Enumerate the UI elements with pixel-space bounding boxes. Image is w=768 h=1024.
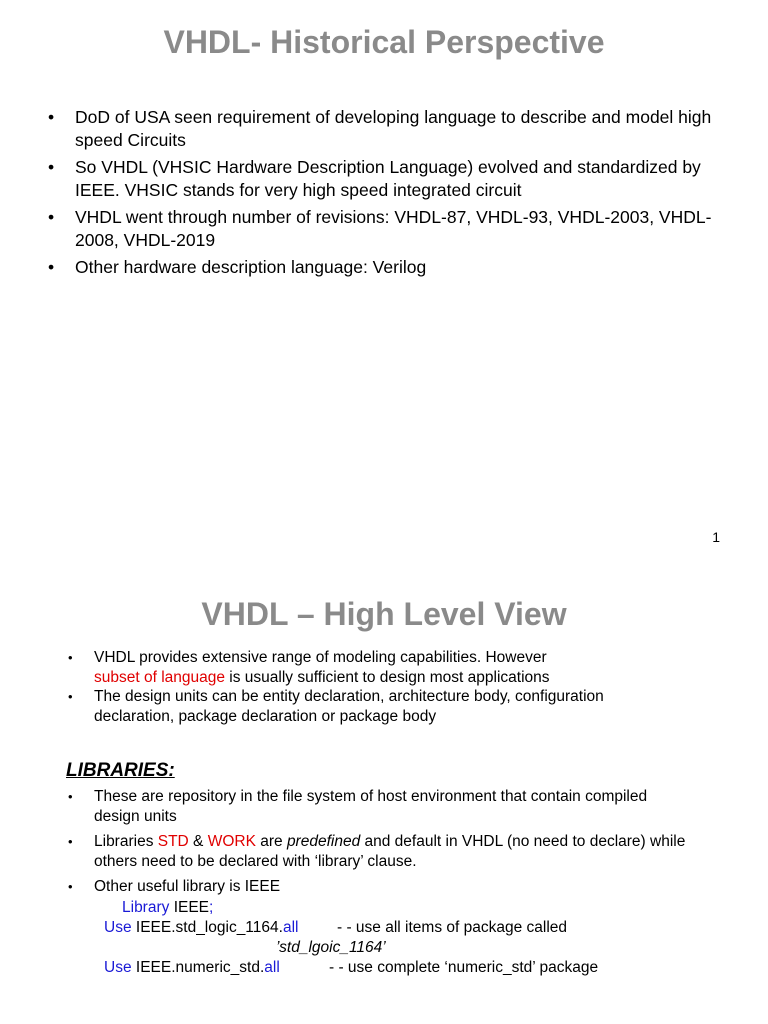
list-item: • Other useful library is IEEE: [68, 877, 688, 897]
code-keyword: Use: [104, 919, 132, 936]
code-semicolon: ;: [209, 899, 214, 916]
code-keyword-all: all: [264, 959, 280, 976]
code-keyword: Library: [122, 899, 170, 916]
libraries-heading: LIBRARIES:: [66, 760, 175, 781]
bullet-text: are: [255, 833, 287, 850]
code-comment: - - use complete ‘numeric_std’ package: [329, 959, 599, 976]
bullet-text: is usually sufficient to design most applications: [225, 668, 550, 686]
code-line-use-std-logic: [104, 918, 568, 938]
list-item: • DoD of USA seen requirement of developing language to describe and model high speed Circuits: [48, 106, 738, 152]
predefined-word: predefined: [286, 833, 361, 850]
code-text: IEEE.numeric_std.: [131, 959, 265, 976]
list-item: [68, 832, 688, 871]
bullet-text: VHDL provides extensive range of modeling capabilities. However: [94, 649, 547, 666]
std-library-name: STD: [157, 833, 189, 850]
slide-1-title: VHDL- Historical Perspective: [163, 24, 605, 60]
code-comment: - - use all items of package called: [337, 919, 568, 936]
list-item: [68, 648, 688, 687]
slide-1-bullet-list: [48, 106, 738, 283]
slide-2-bullet-list: [68, 648, 688, 726]
code-keyword-all: all: [282, 919, 299, 936]
list-item: • VHDL went through number of revisions: VHDL-87, VHDL-93, VHDL-2003, VHDL-2008, VHDL-2019: [48, 206, 738, 252]
work-library-name: WORK: [207, 833, 256, 850]
code-keyword: Use: [104, 959, 132, 976]
highlight-text: subset of language: [94, 668, 225, 686]
slide-2-title: VHDL – High Level View: [201, 596, 567, 632]
page-number: 1: [712, 529, 720, 545]
libraries-bullet-list: [68, 787, 688, 903]
bullet-text: &: [188, 833, 208, 850]
code-text: IEEE.std_logic_1164.: [131, 919, 283, 936]
code-line-library: [122, 898, 213, 918]
bullet-text: and default in VHDL (no need to declare) while others need to be declared with ‘library’ clause.: [94, 833, 686, 870]
list-item: • These are repository in the file system of host environment that contain compiled design units: [68, 787, 688, 826]
code-line-use-numeric: [104, 958, 599, 978]
list-item: • Other hardware description language: Verilog: [48, 256, 738, 279]
list-item: • So VHDL (VHSIC Hardware Description Language) evolved and standardized by IEEE. VHSIC stands for very high speed integrated circuit: [48, 156, 738, 202]
code-line-package-name: ’std_lgoic_1164’: [276, 939, 386, 956]
bullet-text: Libraries: [94, 833, 158, 850]
code-text: IEEE: [169, 899, 210, 916]
list-item: • The design units can be entity declaration, architecture body, configuration declaration, package declaration or package body: [68, 687, 688, 726]
